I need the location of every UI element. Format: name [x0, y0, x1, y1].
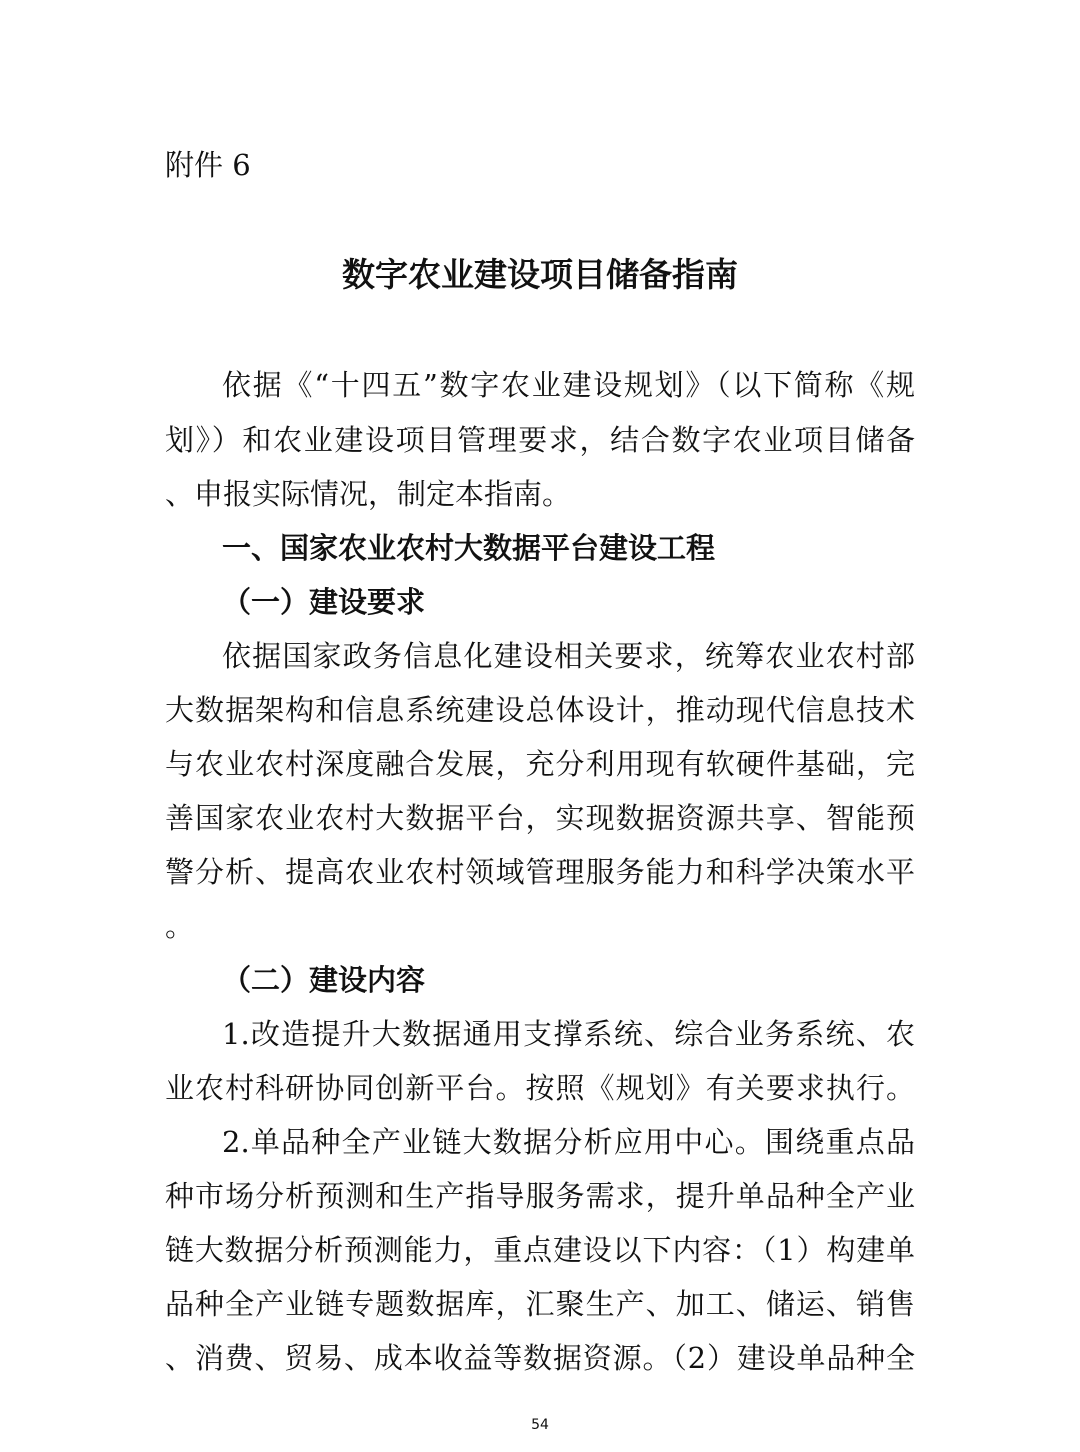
intro-line: 划》）和农业建设项目管理要求，结合数字农业项目储备 — [165, 423, 915, 457]
paragraph-line: 。 — [165, 909, 195, 943]
document-title: 数字农业建设项目储备指南 — [342, 255, 738, 294]
attachment-label: 附件 6 — [165, 148, 251, 182]
item-line: 2.单品种全产业链大数据分析应用中心。围绕重点品 — [222, 1125, 915, 1159]
subsection-heading: （二）建设内容 — [222, 963, 426, 997]
paragraph-line: 善国家农业农村大数据平台，实现数据资源共享、智能预 — [165, 801, 915, 835]
item-line: 1.改造提升大数据通用支撑系统、综合业务系统、农 — [222, 1017, 915, 1051]
item-line: 业农村科研协同创新平台。按照《规划》有关要求执行。 — [165, 1071, 915, 1105]
intro-line: 、申报实际情况，制定本指南。 — [165, 477, 572, 511]
subsection-heading: （一）建设要求 — [222, 585, 426, 619]
item-line: 链大数据分析预测能力，重点建设以下内容：（1）构建单 — [165, 1233, 915, 1267]
paragraph-line: 依据国家政务信息化建设相关要求，统筹农业农村部 — [222, 639, 915, 673]
section-heading: 一、国家农业农村大数据平台建设工程 — [222, 531, 716, 565]
intro-line: 依据《“十四五”数字农业建设规划》（以下简称《规 — [222, 368, 915, 402]
paragraph-line: 大数据架构和信息系统建设总体设计，推动现代信息技术 — [165, 693, 915, 727]
paragraph-line: 与农业农村深度融合发展，充分利用现有软硬件基础，完 — [165, 747, 915, 781]
item-line: 种市场分析预测和生产指导服务需求，提升单品种全产业 — [165, 1179, 915, 1213]
paragraph-line: 警分析、提高农业农村领域管理服务能力和科学决策水平 — [165, 855, 915, 889]
item-line: 、消费、贸易、成本收益等数据资源。（2）建设单品种全 — [165, 1341, 915, 1375]
item-line: 品种全产业链专题数据库，汇聚生产、加工、储运、销售 — [165, 1287, 915, 1321]
page-number: 54 — [531, 1417, 549, 1433]
